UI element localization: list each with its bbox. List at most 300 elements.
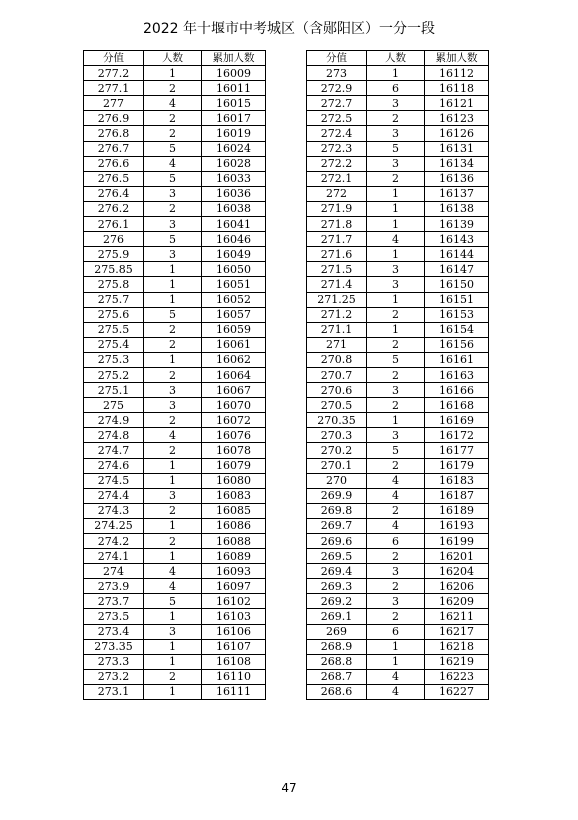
score-cell: 268.9 [307,639,367,654]
table-row [307,579,489,594]
table-row [307,307,489,322]
count-cell: 2 [144,443,202,458]
cumulative-cell: 16144 [425,247,489,262]
table-row [84,307,266,322]
table-row [307,352,489,367]
score-cell: 270 [307,473,367,488]
count-cell: 1 [144,458,202,473]
count-cell: 5 [144,141,202,156]
cumulative-cell: 16062 [202,352,266,367]
table-row [84,639,266,654]
score-cell: 268.6 [307,684,367,699]
cumulative-cell: 16028 [202,156,266,171]
table-row [307,383,489,398]
table-row [84,81,266,96]
cumulative-cell: 16059 [202,322,266,337]
score-cell: 276.6 [84,156,144,171]
table-row [307,654,489,669]
cumulative-cell: 16097 [202,579,266,594]
score-cell: 270.5 [307,398,367,413]
table-row [84,66,266,81]
cumulative-cell: 16118 [425,81,489,96]
page-number: 47 [281,781,297,795]
count-cell: 1 [367,217,425,232]
score-cell: 272.3 [307,141,367,156]
cumulative-cell: 16183 [425,473,489,488]
score-cell: 271.6 [307,247,367,262]
score-cell: 276.1 [84,217,144,232]
table-row [307,609,489,624]
count-cell: 4 [144,428,202,443]
cumulative-cell: 16201 [425,549,489,564]
count-cell: 1 [367,322,425,337]
cumulative-cell: 16123 [425,111,489,126]
table-row [84,156,266,171]
count-cell: 2 [144,201,202,216]
count-cell: 1 [144,518,202,533]
score-cell: 276.9 [84,111,144,126]
table-row [84,443,266,458]
cumulative-cell: 16211 [425,609,489,624]
count-cell: 3 [367,428,425,443]
score-cell: 271.1 [307,322,367,337]
score-cell: 276 [84,232,144,247]
count-cell: 3 [367,156,425,171]
score-cell: 275.6 [84,307,144,322]
count-cell: 2 [367,503,425,518]
table-row [84,428,266,443]
score-cell: 275.1 [84,383,144,398]
table-row [307,639,489,654]
count-cell: 3 [367,262,425,277]
cumulative-cell: 16070 [202,398,266,413]
score-cell: 271.25 [307,292,367,307]
table-row [84,473,266,488]
cumulative-cell: 16072 [202,413,266,428]
cumulative-cell: 16033 [202,171,266,186]
score-cell: 270.6 [307,383,367,398]
cumulative-cell: 16078 [202,443,266,458]
cumulative-cell: 16168 [425,398,489,413]
count-cell: 3 [144,247,202,262]
table-row [307,201,489,216]
table-row [307,564,489,579]
score-cell: 275.3 [84,352,144,367]
count-cell: 1 [367,292,425,307]
page-title: 2022 年十堰市中考城区（含郧阳区）一分一段 [142,21,436,37]
cumulative-cell: 16209 [425,594,489,609]
table-row [307,473,489,488]
header-cumulative: 累加人数 [425,51,489,66]
table-row [307,594,489,609]
count-cell: 4 [144,156,202,171]
count-cell: 2 [367,367,425,382]
score-cell: 270.1 [307,458,367,473]
table-row [307,458,489,473]
count-cell: 1 [144,66,202,81]
count-cell: 2 [144,337,202,352]
score-cell: 271.2 [307,307,367,322]
score-cell: 269.8 [307,503,367,518]
score-cell: 274.5 [84,473,144,488]
score-cell: 269.7 [307,518,367,533]
score-cell: 269.1 [307,609,367,624]
count-cell: 2 [367,549,425,564]
score-cell: 271 [307,337,367,352]
score-cell: 270.8 [307,352,367,367]
cumulative-cell: 16103 [202,609,266,624]
score-cell: 269.5 [307,549,367,564]
count-cell: 3 [144,383,202,398]
table-row [84,292,266,307]
table-row [307,186,489,201]
count-cell: 4 [144,96,202,111]
cumulative-cell: 16050 [202,262,266,277]
count-cell: 6 [367,81,425,96]
score-cell: 269.4 [307,564,367,579]
score-cell: 273.4 [84,624,144,639]
cumulative-cell: 16046 [202,232,266,247]
count-cell: 1 [367,654,425,669]
count-cell: 1 [367,66,425,81]
score-cell: 272.4 [307,126,367,141]
cumulative-cell: 16102 [202,594,266,609]
count-cell: 3 [144,624,202,639]
score-cell: 272 [307,186,367,201]
count-cell: 1 [144,609,202,624]
table-row [307,232,489,247]
count-cell: 3 [144,488,202,503]
count-cell: 2 [367,398,425,413]
cumulative-cell: 16137 [425,186,489,201]
table-row [84,609,266,624]
cumulative-cell: 16189 [425,503,489,518]
table-row [84,579,266,594]
count-cell: 1 [144,654,202,669]
cumulative-cell: 16150 [425,277,489,292]
count-cell: 1 [144,549,202,564]
cumulative-cell: 16163 [425,367,489,382]
table-row [307,126,489,141]
count-cell: 5 [144,594,202,609]
score-cell: 276.5 [84,171,144,186]
count-cell: 2 [144,81,202,96]
table-row [84,232,266,247]
score-cell: 274 [84,564,144,579]
header-score: 分值 [84,51,144,66]
table-row [84,684,266,699]
count-cell: 1 [144,639,202,654]
header-score: 分值 [307,51,367,66]
count-cell: 4 [367,684,425,699]
count-cell: 4 [144,579,202,594]
cumulative-cell: 16107 [202,639,266,654]
table-row [84,111,266,126]
score-cell: 273.3 [84,654,144,669]
score-cell: 273.9 [84,579,144,594]
count-cell: 3 [144,398,202,413]
score-cell: 274.25 [84,518,144,533]
cumulative-cell: 16106 [202,624,266,639]
table-row [84,141,266,156]
score-cell: 275.5 [84,322,144,337]
cumulative-cell: 16151 [425,292,489,307]
table-row [84,669,266,684]
cumulative-cell: 16093 [202,564,266,579]
cumulative-cell: 16064 [202,367,266,382]
cumulative-cell: 16217 [425,624,489,639]
score-cell: 273.7 [84,594,144,609]
count-cell: 1 [367,201,425,216]
table-row [307,534,489,549]
cumulative-cell: 16139 [425,217,489,232]
table-row [84,624,266,639]
score-cell: 269.6 [307,534,367,549]
header-count: 人数 [367,51,425,66]
table-row [307,549,489,564]
score-cell: 274.8 [84,428,144,443]
score-cell: 275.9 [84,247,144,262]
cumulative-cell: 16193 [425,518,489,533]
cumulative-cell: 16038 [202,201,266,216]
table-row [84,518,266,533]
cumulative-cell: 16017 [202,111,266,126]
cumulative-cell: 16134 [425,156,489,171]
cumulative-cell: 16156 [425,337,489,352]
count-cell: 2 [367,111,425,126]
score-cell: 274.2 [84,534,144,549]
table-row [84,352,266,367]
score-cell: 277.1 [84,81,144,96]
cumulative-cell: 16024 [202,141,266,156]
table-row [84,337,266,352]
count-cell: 2 [144,534,202,549]
table-header-row [84,51,266,66]
count-cell: 2 [367,609,425,624]
cumulative-cell: 16179 [425,458,489,473]
count-cell: 5 [367,352,425,367]
table-header-row [307,51,489,66]
score-cell: 274.1 [84,549,144,564]
table-row [307,262,489,277]
cumulative-cell: 16153 [425,307,489,322]
table-row [307,322,489,337]
table-row [84,96,266,111]
count-cell: 1 [367,186,425,201]
cumulative-cell: 16019 [202,126,266,141]
score-cell: 271.5 [307,262,367,277]
score-table-right [306,50,489,700]
count-cell: 1 [367,639,425,654]
cumulative-cell: 16136 [425,171,489,186]
table-row [307,111,489,126]
header-count: 人数 [144,51,202,66]
table-row [307,624,489,639]
table-row [307,156,489,171]
score-cell: 268.7 [307,669,367,684]
score-cell: 275.2 [84,367,144,382]
cumulative-cell: 16052 [202,292,266,307]
cumulative-cell: 16015 [202,96,266,111]
score-cell: 276.7 [84,141,144,156]
table-row [84,564,266,579]
cumulative-cell: 16121 [425,96,489,111]
table-row [84,458,266,473]
table-row [84,503,266,518]
cumulative-cell: 16041 [202,217,266,232]
cumulative-cell: 16086 [202,518,266,533]
count-cell: 5 [367,443,425,458]
cumulative-cell: 16147 [425,262,489,277]
cumulative-cell: 16083 [202,488,266,503]
table-row [307,337,489,352]
table-row [84,217,266,232]
count-cell: 4 [367,518,425,533]
table-row [84,383,266,398]
count-cell: 1 [367,413,425,428]
count-cell: 3 [367,96,425,111]
count-cell: 2 [144,413,202,428]
cumulative-cell: 16079 [202,458,266,473]
score-cell: 274.4 [84,488,144,503]
cumulative-cell: 16227 [425,684,489,699]
table-row [84,171,266,186]
count-cell: 1 [144,277,202,292]
cumulative-cell: 16049 [202,247,266,262]
score-cell: 270.35 [307,413,367,428]
cumulative-cell: 16187 [425,488,489,503]
score-cell: 270.7 [307,367,367,382]
score-cell: 275 [84,398,144,413]
header-cumulative: 累加人数 [202,51,266,66]
score-cell: 276.4 [84,186,144,201]
count-cell: 2 [144,669,202,684]
table-row [307,141,489,156]
score-cell: 269.2 [307,594,367,609]
score-cell: 273.5 [84,609,144,624]
score-cell: 268.8 [307,654,367,669]
cumulative-cell: 16218 [425,639,489,654]
score-cell: 277.2 [84,66,144,81]
count-cell: 4 [367,488,425,503]
table-row [84,262,266,277]
cumulative-cell: 16172 [425,428,489,443]
table-row [307,398,489,413]
count-cell: 3 [144,186,202,201]
score-cell: 274.7 [84,443,144,458]
table-row [307,413,489,428]
score-cell: 273.2 [84,669,144,684]
table-row [307,518,489,533]
count-cell: 1 [144,352,202,367]
table-row [84,534,266,549]
table-row [307,292,489,307]
table-row [307,367,489,382]
table-row [307,277,489,292]
cumulative-cell: 16108 [202,654,266,669]
count-cell: 3 [144,217,202,232]
score-cell: 276.8 [84,126,144,141]
count-cell: 3 [367,277,425,292]
score-cell: 276.2 [84,201,144,216]
cumulative-cell: 16061 [202,337,266,352]
cumulative-cell: 16085 [202,503,266,518]
score-cell: 269 [307,624,367,639]
table-row [307,171,489,186]
score-cell: 269.3 [307,579,367,594]
count-cell: 5 [367,141,425,156]
cumulative-cell: 16089 [202,549,266,564]
count-cell: 1 [144,684,202,699]
cumulative-cell: 16204 [425,564,489,579]
count-cell: 3 [367,126,425,141]
cumulative-cell: 16138 [425,201,489,216]
count-cell: 4 [367,232,425,247]
count-cell: 2 [144,367,202,382]
table-row [307,66,489,81]
table-row [84,654,266,669]
count-cell: 3 [367,564,425,579]
score-cell: 272.7 [307,96,367,111]
cumulative-cell: 16009 [202,66,266,81]
count-cell: 2 [144,322,202,337]
cumulative-cell: 16199 [425,534,489,549]
cumulative-cell: 16177 [425,443,489,458]
count-cell: 1 [144,292,202,307]
count-cell: 2 [144,126,202,141]
count-cell: 5 [144,307,202,322]
cumulative-cell: 16154 [425,322,489,337]
table-row [84,367,266,382]
table-row [84,201,266,216]
cumulative-cell: 16131 [425,141,489,156]
score-cell: 274.9 [84,413,144,428]
cumulative-cell: 16067 [202,383,266,398]
cumulative-cell: 16166 [425,383,489,398]
score-cell: 271.8 [307,217,367,232]
table-row [84,186,266,201]
score-cell: 277 [84,96,144,111]
cumulative-cell: 16088 [202,534,266,549]
score-cell: 272.2 [307,156,367,171]
count-cell: 3 [367,594,425,609]
score-cell: 272.5 [307,111,367,126]
cumulative-cell: 16143 [425,232,489,247]
cumulative-cell: 16080 [202,473,266,488]
cumulative-cell: 16223 [425,669,489,684]
count-cell: 5 [144,171,202,186]
cumulative-cell: 16112 [425,66,489,81]
table-row [307,443,489,458]
table-row [84,277,266,292]
table-row [84,549,266,564]
cumulative-cell: 16219 [425,654,489,669]
count-cell: 1 [367,247,425,262]
count-cell: 5 [144,232,202,247]
count-cell: 2 [367,171,425,186]
table-row [84,413,266,428]
table-row [307,247,489,262]
count-cell: 6 [367,624,425,639]
score-cell: 270.3 [307,428,367,443]
score-cell: 275.85 [84,262,144,277]
cumulative-cell: 16169 [425,413,489,428]
table-row [307,428,489,443]
table-row [84,126,266,141]
count-cell: 6 [367,534,425,549]
score-cell: 274.6 [84,458,144,473]
cumulative-cell: 16206 [425,579,489,594]
